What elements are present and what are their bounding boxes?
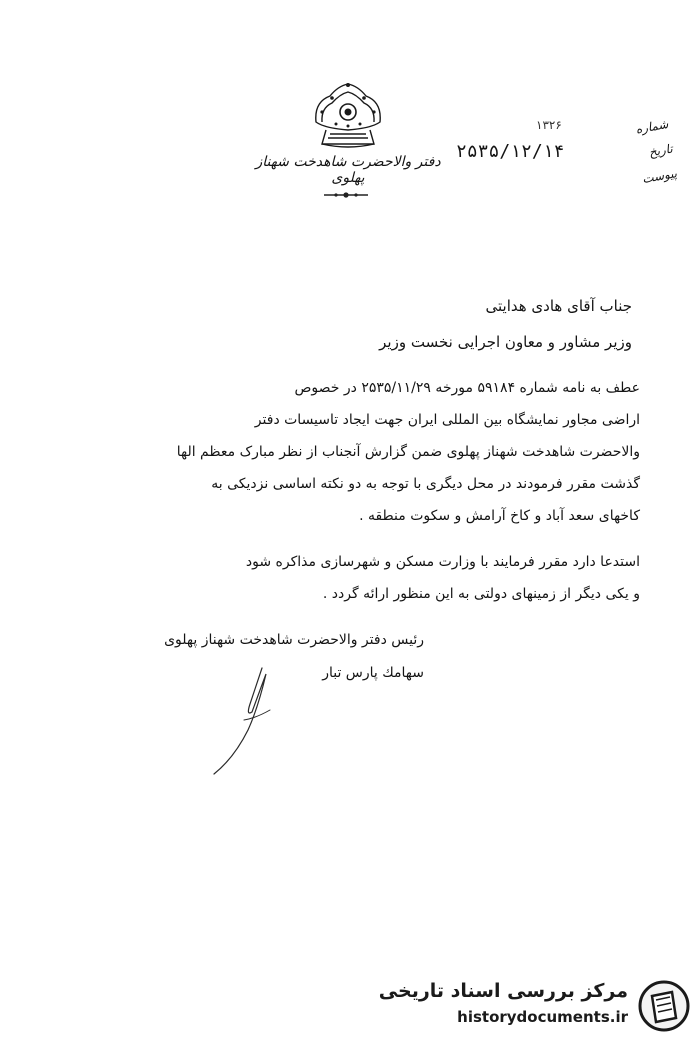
meta-labels: [627, 112, 679, 193]
body-line: اراضی مجاور نمایشگاه بین المللی ایران جهت ایجاد تاسیسات دفتر: [254, 412, 640, 428]
body-line: والاحضرت شاهدخت شهناز پهلوی ضمن گزارش آنجناب از نظر مبارک معظم الها: [176, 444, 640, 460]
letter-body: [60, 372, 640, 610]
signer-title: رئیس دفتر والاحضرت شاهدخت شهناز پهلوی: [164, 632, 424, 648]
recipient-block: [379, 288, 632, 360]
pahlavi-crown-emblem: [308, 82, 388, 152]
meta-label-attachment: پیوست: [641, 166, 678, 187]
body-line: عطف به نامه شماره ۵۹۱۸۴ مورخه ۲۵۳۵/۱۱/۲۹ در خصوص: [294, 380, 640, 396]
recipient-title: وزیر مشاور و معاون اجرایی نخست وزیر: [379, 333, 632, 351]
meta-label-date: تاریخ: [647, 141, 674, 160]
signer-name: سهامك پارس تبار: [322, 665, 424, 681]
reference-number: ۱۳۲۶: [536, 118, 562, 132]
closing-line: و یکی دیگر از زمینهای دولتی به این منظور ارائه گردد .: [322, 586, 640, 602]
body-line: کاخهای سعد آباد و کاخ آرامش و سکوت منطقه .: [359, 508, 640, 524]
meta-label-number: شماره: [634, 116, 670, 137]
letter-date: ۲۵۳۵/۱۲/۱۴: [456, 141, 565, 162]
handwritten-signature: [200, 660, 310, 780]
watermark-url: historydocuments.ir: [457, 1008, 628, 1026]
ornament-divider: [322, 190, 370, 200]
archive-logo-icon: [638, 980, 690, 1032]
watermark-title: مرکز بررسی اسناد تاریخی: [378, 980, 628, 1002]
recipient-name: جناب آقای هادی هدایتی: [485, 297, 632, 315]
body-line: گذشت مقرر فرمودند در محل دیگری با توجه به دو نکته اساسی نزدیکی به: [211, 476, 640, 492]
office-name: دفتر والاحضرت شاهدخت شهناز پهلوی: [255, 154, 441, 186]
watermark: [378, 978, 694, 1036]
closing-line: استدعا دارد مقرر فرمایند با وزارت مسکن و شهرسازی مذاکره شود: [245, 554, 640, 570]
